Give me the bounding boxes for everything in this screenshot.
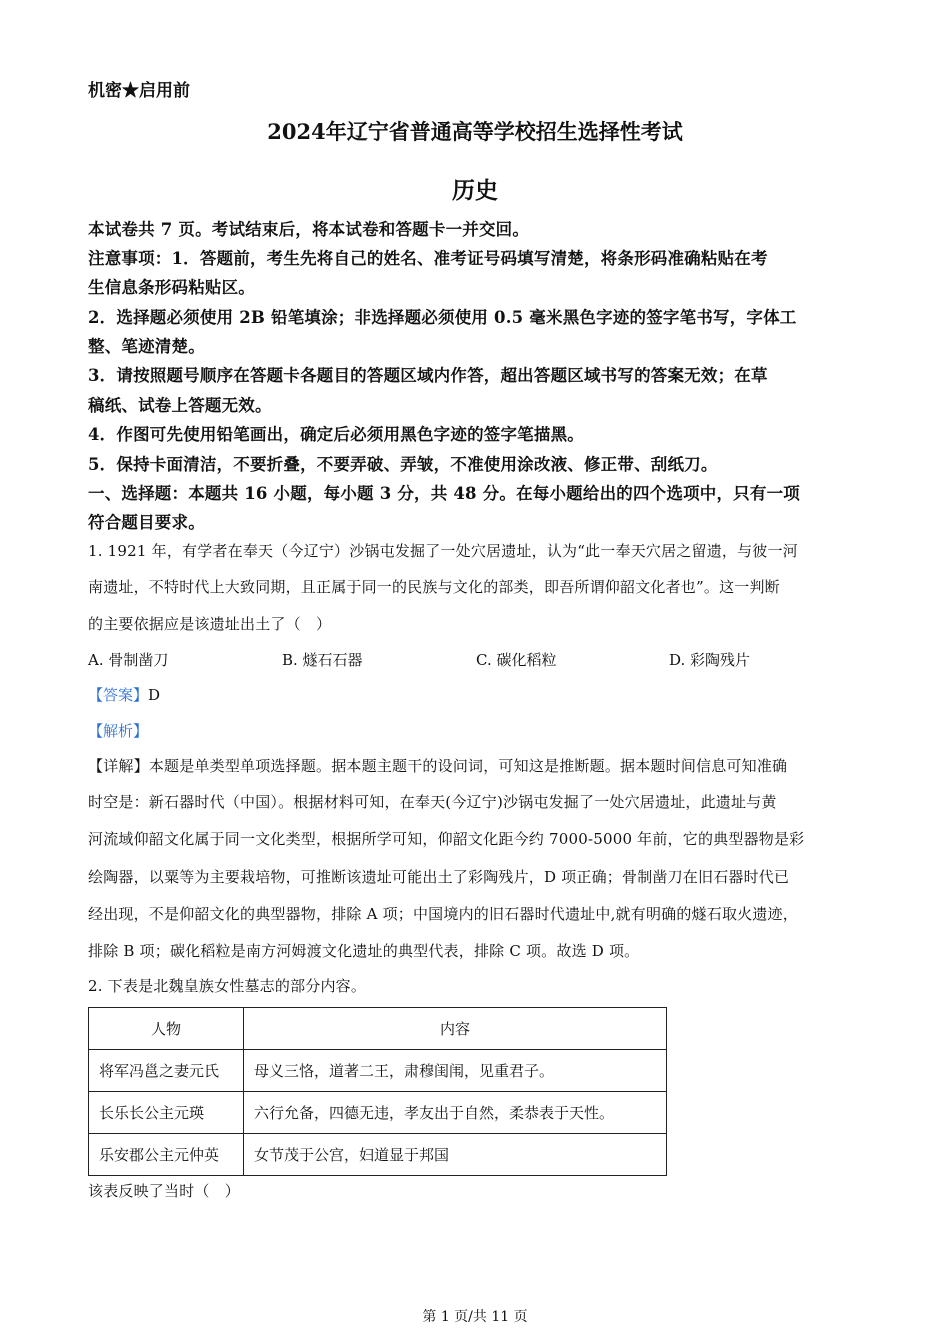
table-header-row (89, 1008, 667, 1050)
option-a: A. 骨制凿刀 (88, 651, 169, 669)
table-cell-content: 六行允备，四德无违，孝友出于自然，柔恭表于天性。 (244, 1092, 667, 1134)
table-row (89, 1134, 667, 1176)
exam-title: 2024年辽宁省普通高等学校招生选择性考试 (267, 119, 683, 144)
column-header-person: 人物 (89, 1008, 244, 1050)
instruction-line: 注意事项：1．答题前，考生先将自己的姓名、准考证号码填写清楚，将条形码准确粘贴在考 (88, 249, 768, 268)
page-number: 第 1 页/共 11 页 (422, 1309, 528, 1325)
column-header-content: 内容 (244, 1008, 667, 1050)
option-b: B. 燧石石器 (282, 651, 363, 669)
epitaph-table (88, 1007, 667, 1176)
detail-line: 绘陶器，以粟等为主要栽培物，可推断该遗址可能出土了彩陶残片，D 项正确；骨制凿刀在旧石器时代已 (88, 868, 790, 886)
detail-label: 【详解】 (88, 757, 149, 775)
instruction-line: 稿纸、试卷上答题无效。 (88, 396, 272, 415)
table-row (89, 1050, 667, 1092)
detail-line (88, 755, 787, 776)
question-1-stem: 南遗址，不特时代上大致同期，且正属于同一的民族与文化的部类，即吾所谓仰韶文化者也”。这一判断 (88, 578, 780, 596)
table-row (89, 1092, 667, 1134)
instruction-line: 3．请按照题号顺序在答题卡各题目的答题区域内作答，超出答题区域书写的答案无效；在草 (88, 366, 768, 385)
answer-label: 【答案】 (88, 686, 149, 704)
answer-line (88, 684, 160, 705)
section-heading: 符合题目要求。 (88, 513, 205, 532)
detail-line: 经出现，不是仰韶文化的典型器物，排除 A 项；中国境内的旧石器时代遗址中,就有明确的燧石取火遗迹， (88, 905, 798, 923)
table-cell-person: 将军冯邕之妻元氏 (89, 1050, 244, 1092)
detail-line: 排除 B 项；碳化稻粒是南方河姆渡文化遗址的典型代表，排除 C 项。故选 D 项。 (88, 942, 640, 960)
question-2-prompt: 该表反映了当时（ ） (88, 1182, 241, 1200)
instruction-line: 整、笔迹清楚。 (88, 337, 205, 356)
instruction-line: 生信息条形码粘贴区。 (88, 278, 255, 297)
instruction-line: 4．作图可先使用铅笔画出，确定后必须用黑色字迹的签字笔描黑。 (88, 425, 584, 444)
detail-line: 时空是：新石器时代（中国）。根据材料可知，在奉天(今辽宁)沙锅屯发掘了一处穴居遗址，此遗址与黄 (88, 793, 777, 811)
table-cell-content: 母义三恪，道著二王，肃穆闺闱，见重君子。 (244, 1050, 667, 1092)
subject-title: 历史 (452, 177, 498, 204)
table-cell-person: 长乐长公主元瑛 (89, 1092, 244, 1134)
table-cell-content: 女节茂于公宫，妇道显于邦国 (244, 1134, 667, 1176)
question-1-stem: 的主要依据应是该遗址出土了（ ） (88, 615, 332, 633)
instruction-line: 5．保持卡面清洁，不要折叠，不要弄破、弄皱，不准使用涂改液、修正带、刮纸刀。 (88, 455, 718, 474)
answer-value: D (148, 686, 161, 704)
confidential-label: 机密★启用前 (88, 81, 190, 101)
table-cell-person: 乐安郡公主元仲英 (89, 1134, 244, 1176)
question-1-stem: 1. 1921 年，有学者在奉天（今辽宁）沙锅屯发掘了一处穴居遗址，认为“此一奉天穴居之留遗，与彼一河 (88, 542, 798, 560)
instruction-line: 本试卷共 7 页。考试结束后，将本试卷和答题卡一并交回。 (88, 220, 530, 239)
analysis-label: 【解析】 (88, 722, 149, 740)
detail-text: 本题是单类型单项选择题。据本题主题干的设问词，可知这是推断题。据本题时间信息可知准确 (148, 757, 788, 775)
option-c: C. 碳化稻粒 (476, 651, 557, 669)
question-2-stem: 2. 下表是北魏皇族女性墓志的部分内容。 (88, 977, 367, 995)
detail-line: 河流域仰韶文化属于同一文化类型，根据所学可知，仰韶文化距今约 7000-5000 年前，它的典型器物是彩 (88, 830, 805, 848)
section-heading: 一、选择题：本题共 16 小题，每小题 3 分，共 48 分。在每小题给出的四个选项中，只有一项 (88, 484, 800, 503)
option-d: D. 彩陶残片 (669, 651, 751, 669)
instruction-line: 2．选择题必须使用 2B 铅笔填涂；非选择题必须使用 0.5 毫米黑色字迹的签字笔书写，字体工 (88, 308, 797, 327)
